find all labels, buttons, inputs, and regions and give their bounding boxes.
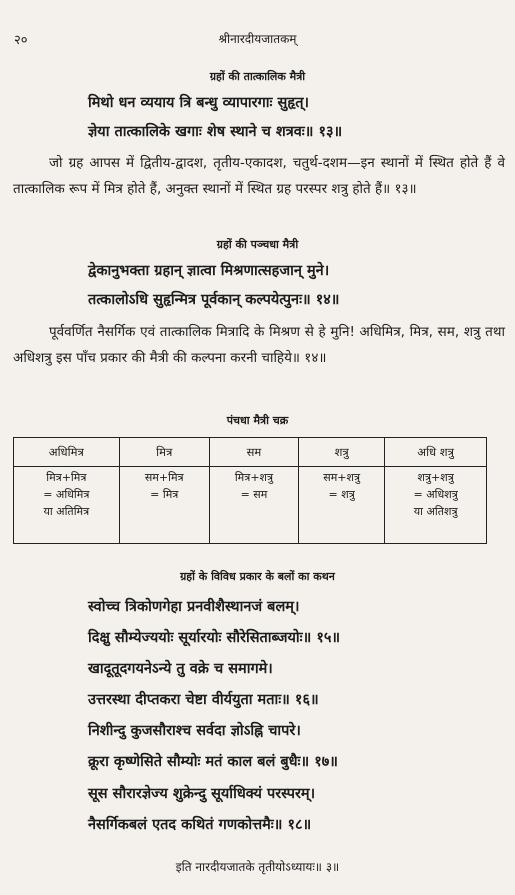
verse-line: ज्ञेया तात्कालिके खगाः शेष स्थाने च शत्रवः॥ १३॥ (88, 124, 343, 140)
commentary-paragraph: जो ग्रह आपस में द्वितीय-द्वादश, तृतीय-एकादश, चतुर्थ-दशम—इन स्थानों में स्थित होते हैं वे तात्कालिक रूप में मित्र होते हैं, अनुक्त स्थानों में स्थित ग्रह परस्पर शत्रु होते हैं॥ १३॥ (13, 155, 505, 197)
table-cell: मित्र+मित्र = अधिमित्र या अतिमित्र (14, 467, 120, 544)
verse-line: मिथो धन व्ययाय त्रि बन्धु व्यापारगाः सुहृत्। (88, 95, 310, 111)
table-header-cell: शत्रु (299, 438, 385, 467)
section-heading-temporary-friendship: ग्रहों की तात्कालिक मैत्री (209, 70, 306, 83)
table-cell: मित्र+शत्रु = सम (209, 467, 298, 544)
running-title: श्रीनारदीयजातकम् (218, 32, 297, 46)
table-row (14, 467, 487, 544)
section-heading-fivefold-friendship: ग्रहों की पञ्चधा मैत्री (216, 238, 299, 251)
verse-line: सूस सौरारज्ञेज्य शुक्रेन्दु सूर्याधिक्यं परस्परम्। (88, 786, 316, 802)
verse-line: दिक्षु सौम्येज्ययोः सूर्यारयोः सौरेसिताब्जयोः॥ १५॥ (88, 630, 341, 646)
chapter-end-colophon: इति नारदीयजातके तृतीयोऽध्यायः॥ ३॥ (175, 860, 340, 874)
verse-line: क्रूरा कृष्णेसिते सौम्योः मतं काल बलं बुधैः॥ १७॥ (88, 754, 338, 770)
table-header-cell: मित्र (119, 438, 209, 467)
table-cell: शत्रु+शत्रु = अधिशत्रु या अतिशत्रु (385, 467, 487, 544)
verse-line: द्वेकानुभक्ता ग्रहान् ज्ञात्वा मिश्रणात्सहजान् मुने। (88, 263, 330, 279)
section-heading-strengths: ग्रहों के विविध प्रकार के बलों का कथन (180, 570, 335, 583)
verse-line: तत्कालोऽधि सुहृन्मित्र पूर्वकान् कल्पयेत्पुनः॥ १४॥ (88, 292, 340, 308)
verse-line: उत्तरस्था दीप्तकरा चेष्टा वीर्ययुता मताः॥ १६॥ (88, 692, 319, 708)
verse-line: खादूतूदगयनेऽन्ये तु वक्रे च समागमे। (88, 661, 273, 677)
commentary-paragraph: पूर्ववर्णित नैसर्गिक एवं तात्कालिक मित्रादि के मिश्रण से हे मुनि! अधिमित्र, मित्र, सम, शत्रु तथा अधिशत्रु इस पाँच प्रकार की मैत्री की कल्पना करनी चाहिये॥ १४॥ (13, 324, 505, 366)
table-heading: पंचधा मैत्री चक्र (226, 414, 289, 427)
table-header-cell: सम (209, 438, 298, 467)
page-number: २० (14, 33, 28, 48)
table-header-cell: अधि शत्रु (385, 438, 487, 467)
table-cell: सम+शत्रु = शत्रु (299, 467, 385, 544)
friendship-table (13, 437, 487, 544)
table-cell: सम+मित्र = मित्र (119, 467, 209, 544)
verse-line: स्वोच्च त्रिकोणगेहा प्रनवीशैस्थानजं बलम्। (88, 599, 300, 615)
verse-line: नैसर्गिकबलं एतद कथितं गणकोत्तमैः॥ १८॥ (88, 817, 312, 833)
verse-line: निशीन्दु कुजसौराश्च सर्वदा ज्ञोऽह्नि चापरे। (88, 723, 301, 739)
table-header-cell: अधिमित्र (14, 438, 120, 467)
table-header-row (14, 438, 487, 467)
